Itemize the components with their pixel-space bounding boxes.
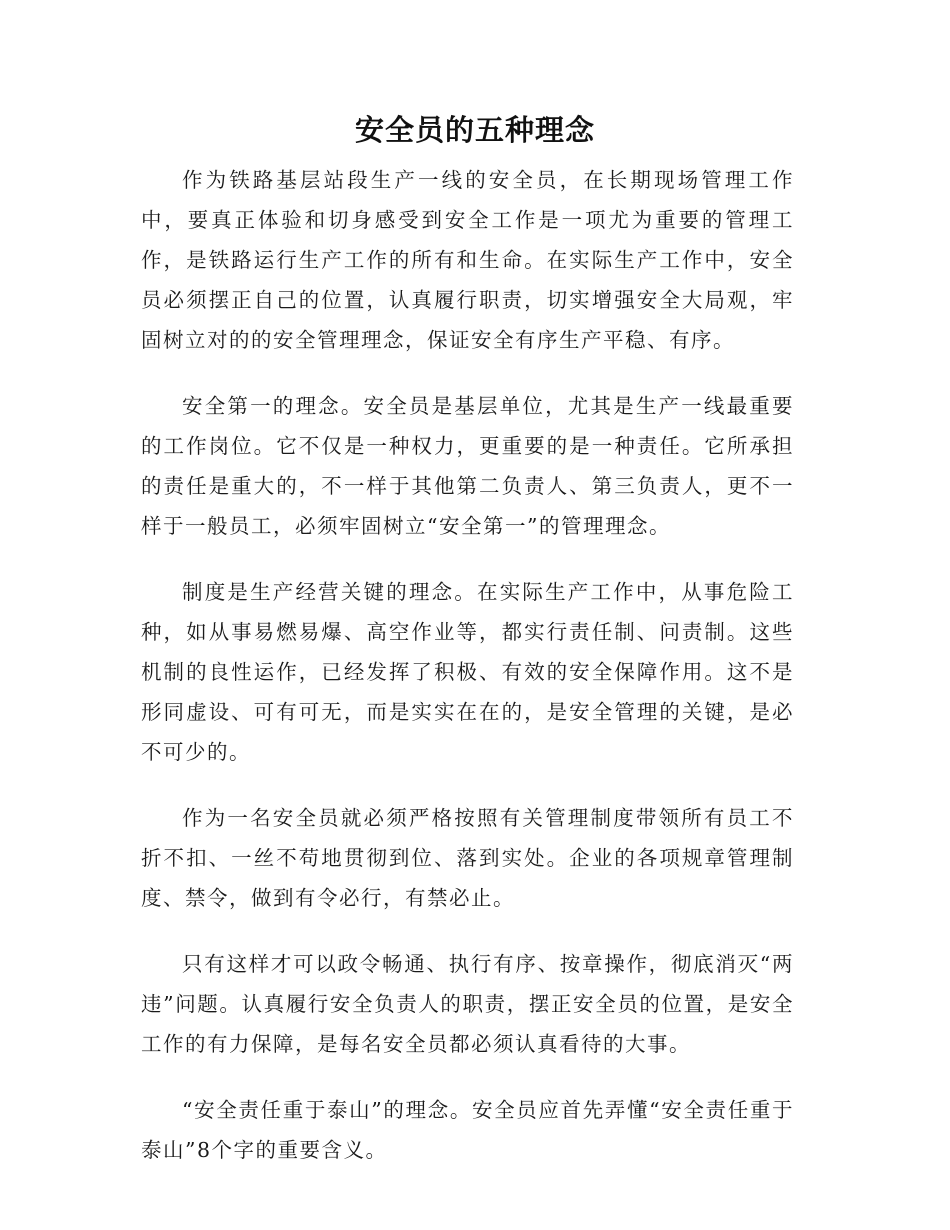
paragraph-responsibility: “安全责任重于泰山”的理念。安全员应首先弄懂“安全责任重于泰山”8个字的重要含义。: [141, 1098, 794, 1162]
paragraph-strict-rules: 作为一名安全员就必须严格按照有关管理制度带领所有员工不折不扣、一丝不苟地贯彻到位、落到实处。企业的各项规章管理制度、禁令，做到有令必行，有禁必止。: [141, 806, 794, 910]
document-body: [141, 160, 794, 1196]
document-title: 安全员的五种理念: [354, 113, 595, 147]
paragraph-system-key: 制度是生产经营关键的理念。在实际生产工作中，从事危险工种，如从事易燃易爆、高空作业等，都实行责任制、问责制。这些机制的良性运作，已经发挥了积极、有效的安全保障作用。这不是形同虚设、可有可无，而是实实在在的，是安全管理的关键，是必不可少的。: [141, 580, 794, 764]
paragraph-orderly-execution: 只有这样才可以政令畅通、执行有序、按章操作，彻底消灭“两违”问题。认真履行安全负责人的职责，摆正安全员的位置，是安全工作的有力保障，是每名安全员都必须认真看待的大事。: [141, 952, 794, 1056]
paragraph-safety-first: 安全第一的理念。安全员是基层单位，尤其是生产一线最重要的工作岗位。它不仅是一种权力，更重要的是一种责任。它所承担的责任是重大的，不一样于其他第二负责人、第三负责人，更不一样于一般员工，必须牢固树立“安全第一”的管理理念。: [141, 394, 794, 538]
paragraph-intro: 作为铁路基层站段生产一线的安全员，在长期现场管理工作中，要真正体验和切身感受到安全工作是一项尤为重要的管理工作，是铁路运行生产工作的所有和生命。在实际生产工作中，安全员必须摆正自己的位置，认真履行职责，切实增强安全大局观，牢固树立对的的安全管理理念，保证安全有序生产平稳、有序。: [141, 168, 794, 352]
